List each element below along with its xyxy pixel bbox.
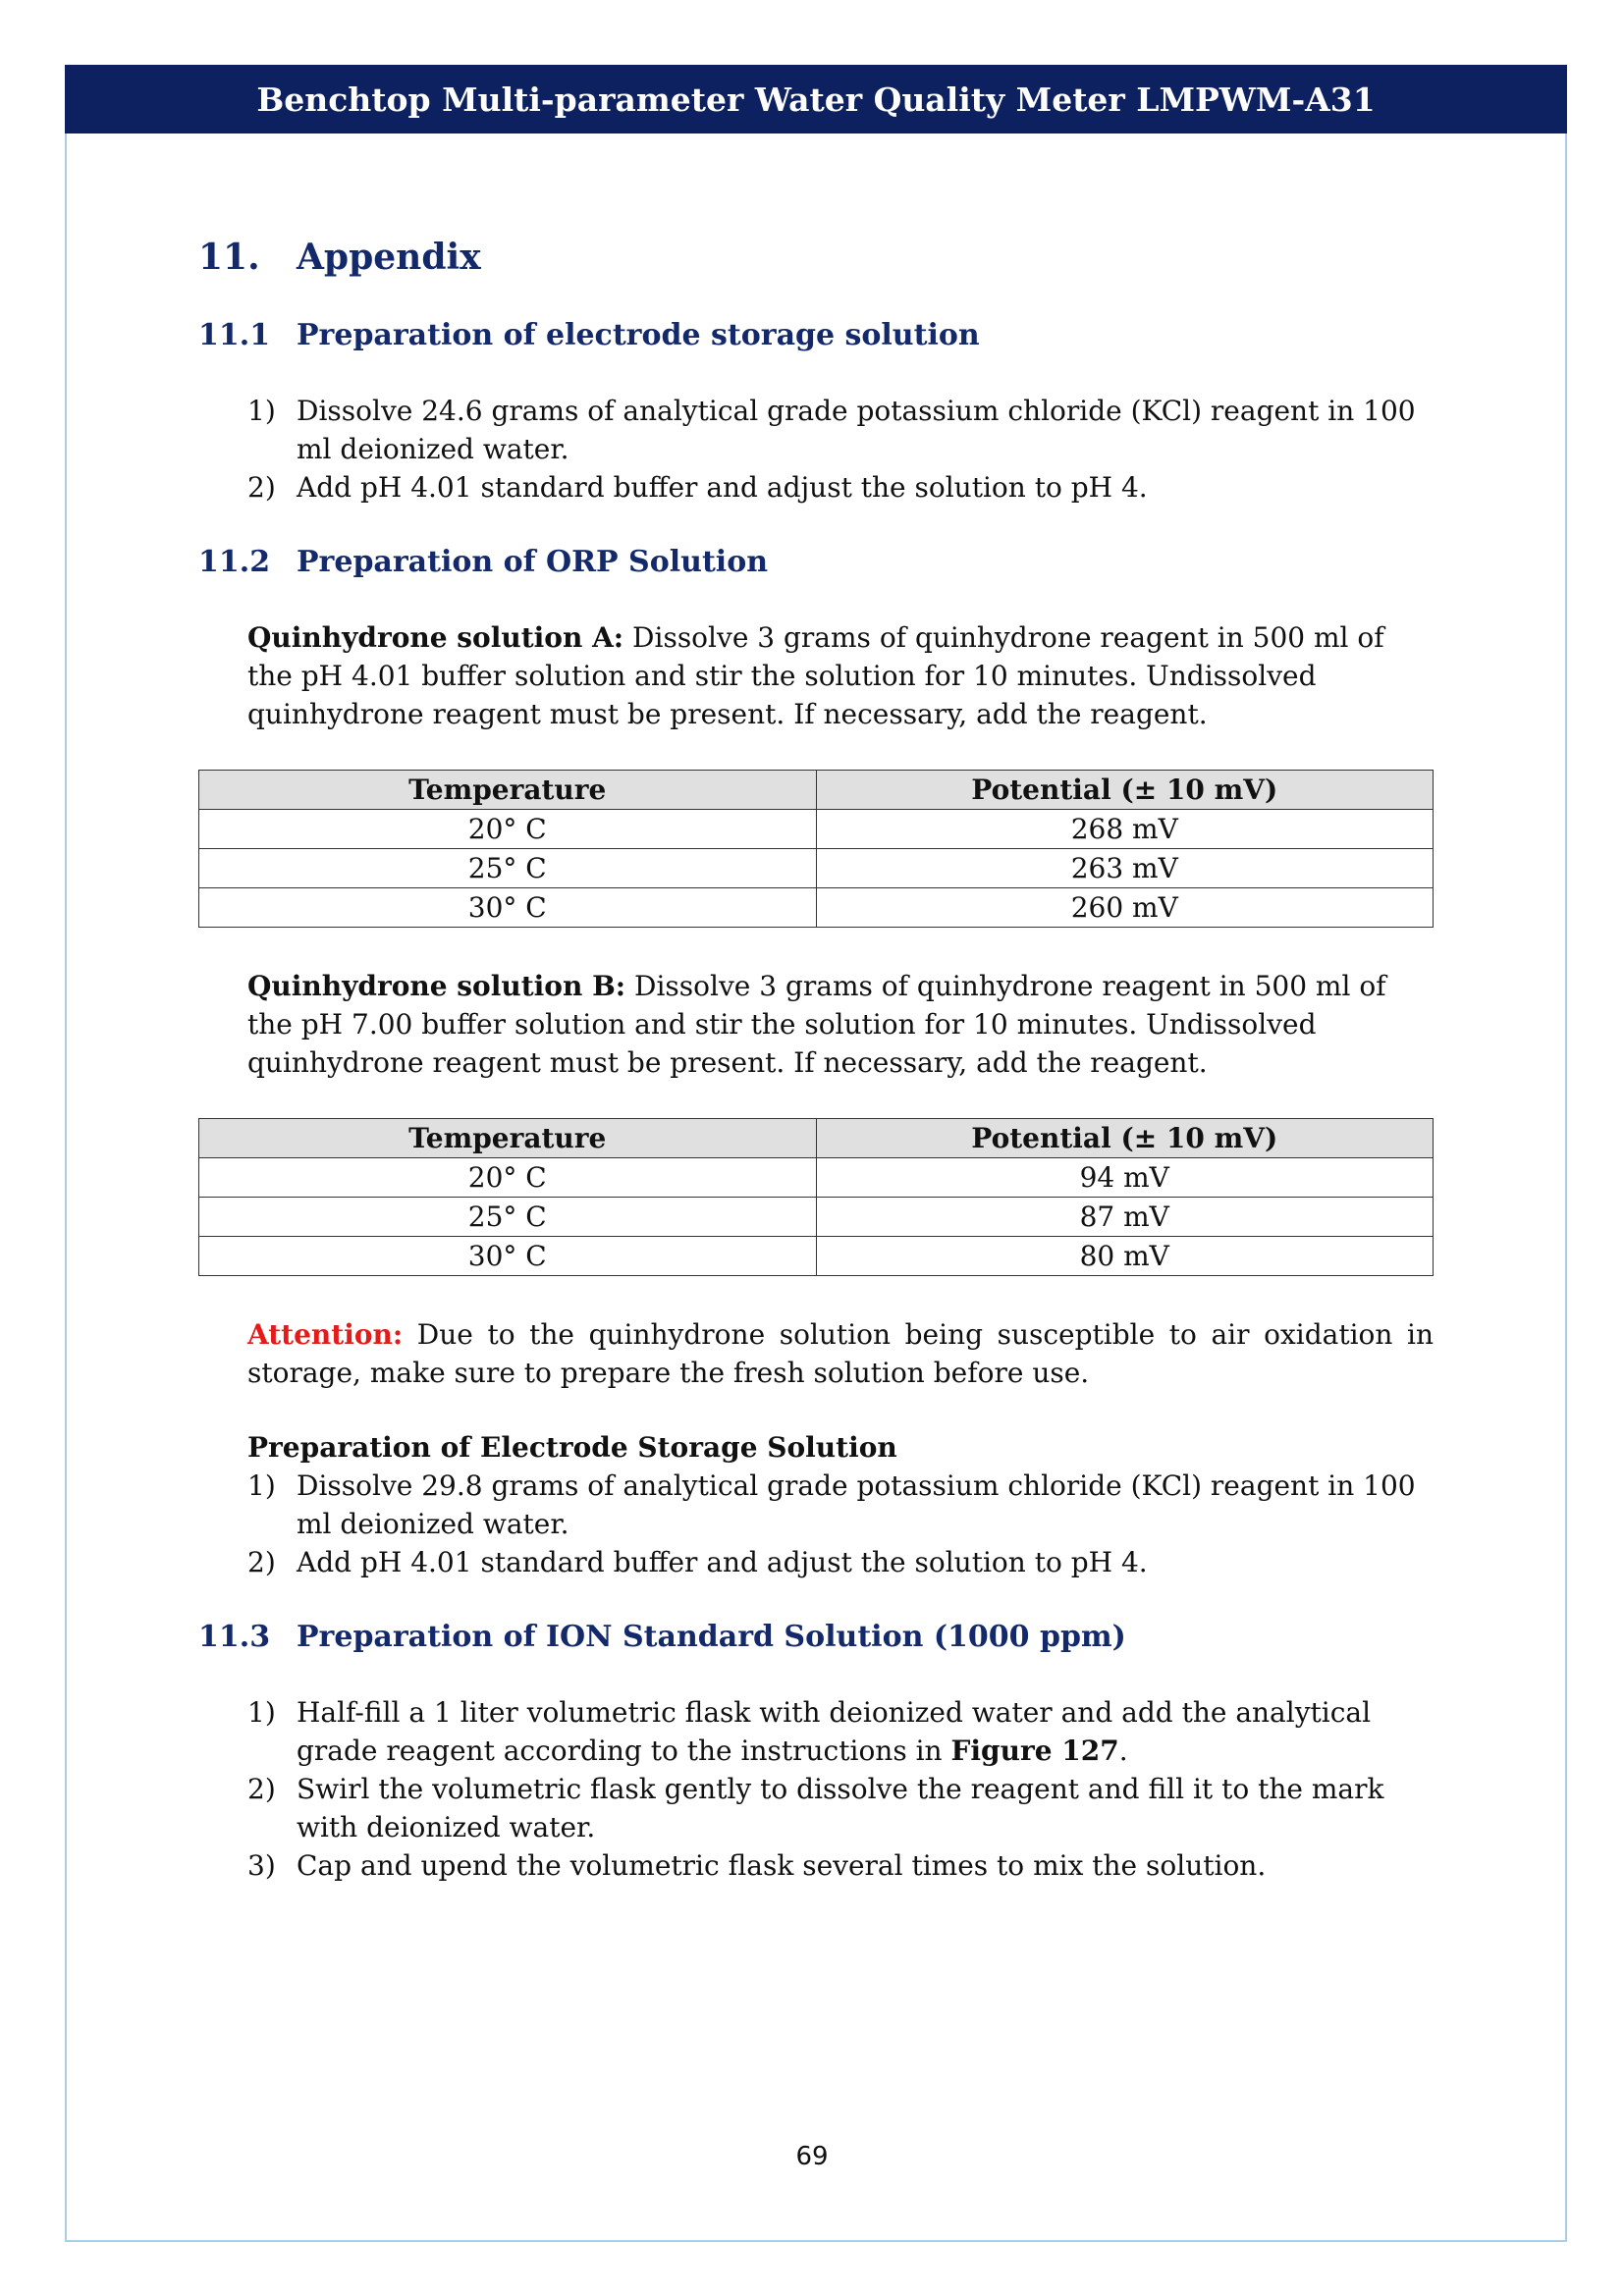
column-header: Potential (± 10 mV) (816, 771, 1434, 810)
section-heading (198, 236, 1434, 279)
list-item (198, 468, 1434, 507)
solution-a-label: Quinhydrone solution A: (247, 621, 624, 654)
table-row (199, 1237, 1434, 1276)
subsection-title: Preparation of ION Standard Solution (1000 ppm) (297, 1620, 1126, 1654)
table-cell: 87 mV (816, 1198, 1434, 1237)
table-cell: 80 mV (816, 1237, 1434, 1276)
subsection-11-1-heading (198, 316, 1434, 355)
electrode-storage-steps (198, 1467, 1434, 1581)
step-text: Swirl the volumetric flask gently to dissolve the reagent and fill it to the mark with deionized water. (297, 1773, 1384, 1843)
table-row (199, 1198, 1434, 1237)
attention-label: Attention: (247, 1318, 404, 1351)
figure-reference: Figure 127 (950, 1735, 1119, 1767)
step-number: 1) (247, 1469, 276, 1502)
column-header: Potential (± 10 mV) (816, 1119, 1434, 1158)
step-text: Add pH 4.01 standard buffer and adjust the solution to pH 4. (297, 1546, 1148, 1578)
step-text-end: . (1118, 1735, 1128, 1767)
page-content (198, 236, 1434, 1921)
step-text: Cap and upend the volumetric flask several times to mix the solution. (297, 1849, 1267, 1882)
step-text-main: Half-fill a 1 liter volumetric flask with deionized water and add the analytical grade reagent according to the instructions in (297, 1696, 1372, 1767)
table-row (199, 1158, 1434, 1198)
list-item (198, 1693, 1434, 1770)
step-number: 2) (247, 1773, 276, 1805)
header-title: Benchtop Multi-parameter Water Quality Meter LMPWM-A31 (256, 80, 1376, 119)
table-cell: 263 mV (816, 849, 1434, 888)
list-item (198, 1467, 1434, 1543)
solution-a-paragraph (198, 618, 1434, 733)
solution-a-text: Dissolve 3 grams of quinhydrone reagent in 500 ml of the pH 4.01 buffer solution and stir the solution for 10 minutes. Undissolved quinhydrone reagent must be present. If necessary, add the reagent. (247, 621, 1384, 730)
subsection-title: Preparation of ORP Solution (297, 545, 769, 579)
table-cell: 260 mV (816, 888, 1434, 928)
step-number: 1) (247, 1696, 276, 1729)
table-header-row (199, 1119, 1434, 1158)
step-text: Dissolve 29.8 grams of analytical grade potassium chloride (KCl) reagent in 100 ml deionized water. (297, 1469, 1416, 1540)
section-title: Appendix (297, 237, 481, 278)
table-cell: 268 mV (816, 810, 1434, 849)
page-number: 69 (795, 2142, 829, 2171)
solution-b-label: Quinhydrone solution B: (247, 970, 626, 1002)
step-text: Add pH 4.01 standard buffer and adjust the solution to pH 4. (297, 471, 1148, 504)
ion-standard-steps (198, 1693, 1434, 1885)
step-number: 1) (247, 395, 276, 427)
storage-solution-steps (198, 392, 1434, 507)
subsection-11-3-heading (198, 1618, 1434, 1657)
step-number: 2) (247, 1546, 276, 1578)
solution-b-paragraph (198, 967, 1434, 1082)
table-cell: 20° C (199, 1158, 817, 1198)
subsection-title: Preparation of electrode storage solution (297, 318, 980, 352)
list-item (198, 392, 1434, 468)
list-item (198, 1770, 1434, 1846)
step-text (297, 1693, 1434, 1770)
column-header: Temperature (199, 1119, 817, 1158)
solution-b-table (198, 1118, 1434, 1276)
table-cell: 30° C (199, 888, 817, 928)
table-header-row (199, 771, 1434, 810)
table-row (199, 810, 1434, 849)
table-cell: 30° C (199, 1237, 817, 1276)
section-number: 11. (198, 237, 260, 278)
column-header: Temperature (199, 771, 817, 810)
step-text: Dissolve 24.6 grams of analytical grade potassium chloride (KCl) reagent in 100 ml deionized water. (297, 395, 1416, 465)
table-cell: 94 mV (816, 1158, 1434, 1198)
attention-text: Due to the quinhydrone solution being susceptible to air oxidation in storage, make sure to prepare the fresh solution before use. (247, 1318, 1434, 1389)
table-row (199, 888, 1434, 928)
solution-b-text: Dissolve 3 grams of quinhydrone reagent in 500 ml of the pH 7.00 buffer solution and stir the solution for 10 minutes. Undissolved quinhydrone reagent must be present. If necessary, add the reagent. (247, 970, 1386, 1079)
subsection-number: 11.2 (198, 545, 271, 579)
table-cell: 20° C (199, 810, 817, 849)
step-number: 2) (247, 471, 276, 504)
table-row (199, 849, 1434, 888)
subsection-11-2-heading (198, 543, 1434, 582)
page-header (65, 65, 1567, 133)
step-number: 3) (247, 1849, 276, 1882)
subsection-number: 11.3 (198, 1620, 271, 1654)
table-cell: 25° C (199, 1198, 817, 1237)
table-cell: 25° C (199, 849, 817, 888)
list-item (198, 1846, 1434, 1885)
list-item (198, 1543, 1434, 1581)
solution-a-table (198, 770, 1434, 928)
storage-solution-heading: Preparation of Electrode Storage Solution (247, 1431, 897, 1464)
subsection-number: 11.1 (198, 318, 271, 352)
attention-paragraph (198, 1315, 1434, 1392)
